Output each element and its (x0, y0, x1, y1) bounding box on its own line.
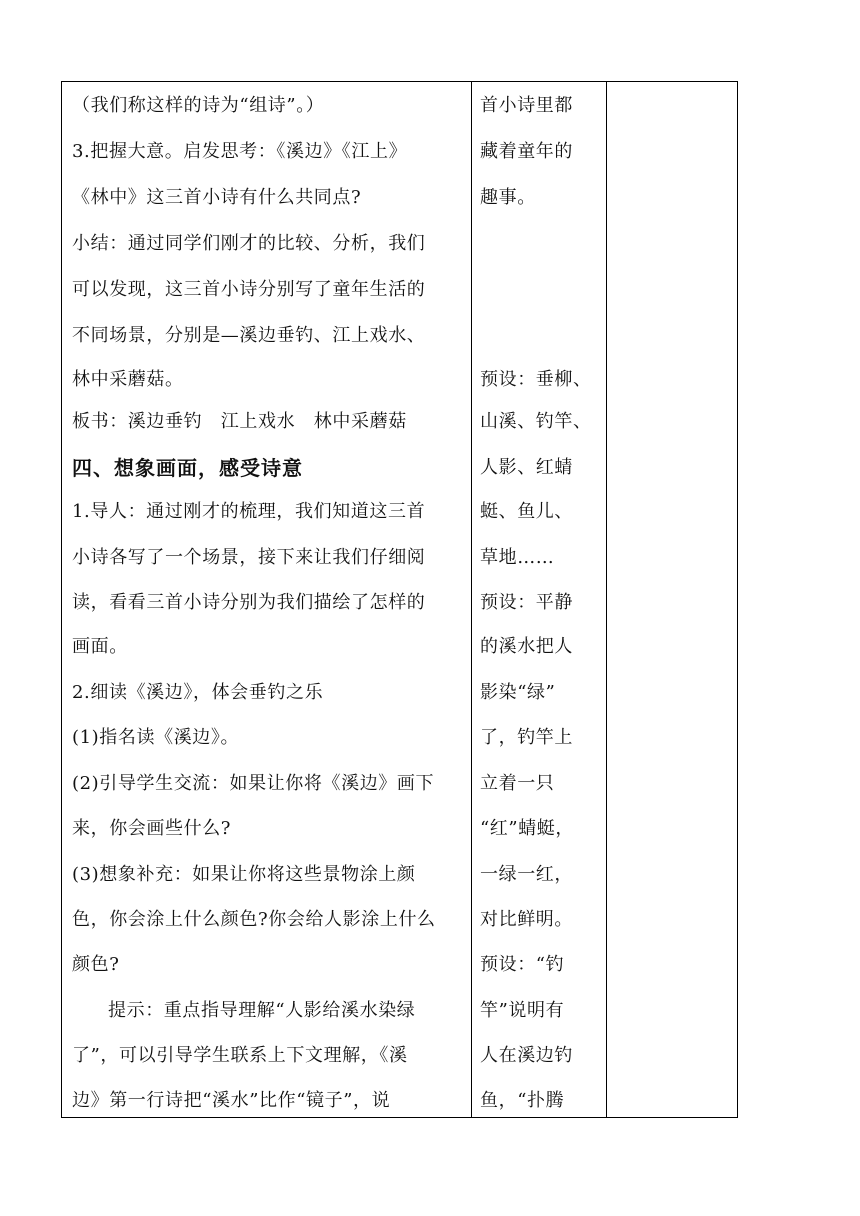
text-line: 《林中》这三首小诗有什么共同点? (72, 187, 362, 208)
teaching-process-column (62, 82, 471, 1117)
note-line: 预设：“钓 (480, 954, 565, 975)
text-line: 1.导人：通过刚才的梳理，我们知道这三首 (72, 501, 426, 522)
note-line: 蜓、鱼儿、 (480, 501, 573, 522)
note-line: 的溪水把人 (480, 636, 573, 657)
note-line: 预设：平静 (480, 592, 573, 613)
text-line: 不同场景，分别是—溪边垂钓、江上戏水、 (72, 325, 426, 346)
text-line: 2.细读《溪边》，体会垂钓之乐 (72, 682, 324, 703)
text-line: (1)指名读《溪边》。 (72, 727, 240, 748)
text-line: 颜色? (72, 954, 120, 975)
note-line: 人在溪边钓 (480, 1045, 573, 1066)
text-line: 板书：溪边垂钓 江上戏水 林中采蘑菇 (72, 411, 407, 432)
text-line: 小诗各写了一个场景，接下来让我们仔细阅 (72, 547, 426, 568)
note-line: 竿”说明有 (480, 1000, 565, 1021)
note-line: 了，钓竿上 (480, 727, 573, 748)
text-line: 3.把握大意。启发思考：《溪边》《江上》 (72, 141, 408, 162)
text-line: 提示：重点指导理解“人影给溪水染绿 (108, 1000, 416, 1021)
design-notes-column (472, 82, 606, 1117)
text-line: 边》第一行诗把“溪水”比作“镜子”，说 (72, 1090, 391, 1111)
note-line: 对比鲜明。 (480, 909, 573, 930)
note-line: 藏着童年的 (480, 141, 573, 162)
text-line: 色，你会涂上什么颜色?你会给人影涂上什么 (72, 909, 436, 930)
empty-column (607, 82, 738, 1117)
note-line: 山溪、钓竿、 (480, 411, 592, 432)
note-line: “红”蜻蜓， (480, 818, 575, 839)
note-line: 影染“绿” (480, 682, 556, 703)
text-line: 读，看看三首小诗分别为我们描绘了怎样的 (72, 592, 426, 613)
note-line: 首小诗里都 (480, 95, 573, 116)
text-line: 画面。 (72, 636, 128, 657)
text-line: 小结：通过同学们刚才的比较、分析，我们 (72, 233, 426, 254)
text-line: （我们称这样的诗为“组诗”。） (72, 95, 325, 116)
text-line: 可以发现，这三首小诗分别写了童年生活的 (72, 279, 426, 300)
note-line: 人影、红蜻 (480, 457, 573, 478)
note-line: 草地…… (480, 547, 555, 568)
section-heading: 四、想象画面，感受诗意 (72, 456, 303, 480)
note-line: 预设：垂柳、 (480, 369, 592, 390)
note-line: 一绿一红， (480, 864, 573, 885)
text-line: 来，你会画些什么? (72, 818, 232, 839)
note-line: 立着一只 (480, 773, 555, 794)
text-line: (2)引导学生交流：如果让你将《溪边》画下 (72, 773, 435, 794)
text-line: 林中采蘑菇。 (72, 369, 184, 390)
note-line: 鱼，“扑腾 (480, 1090, 565, 1111)
text-line: 了”，可以引导学生联系上下文理解，《溪 (72, 1045, 408, 1066)
lesson-plan-table (61, 81, 738, 1118)
text-line: (3)想象补充：如果让你将这些景物涂上颜 (72, 864, 416, 885)
note-line: 趣事。 (480, 187, 536, 208)
